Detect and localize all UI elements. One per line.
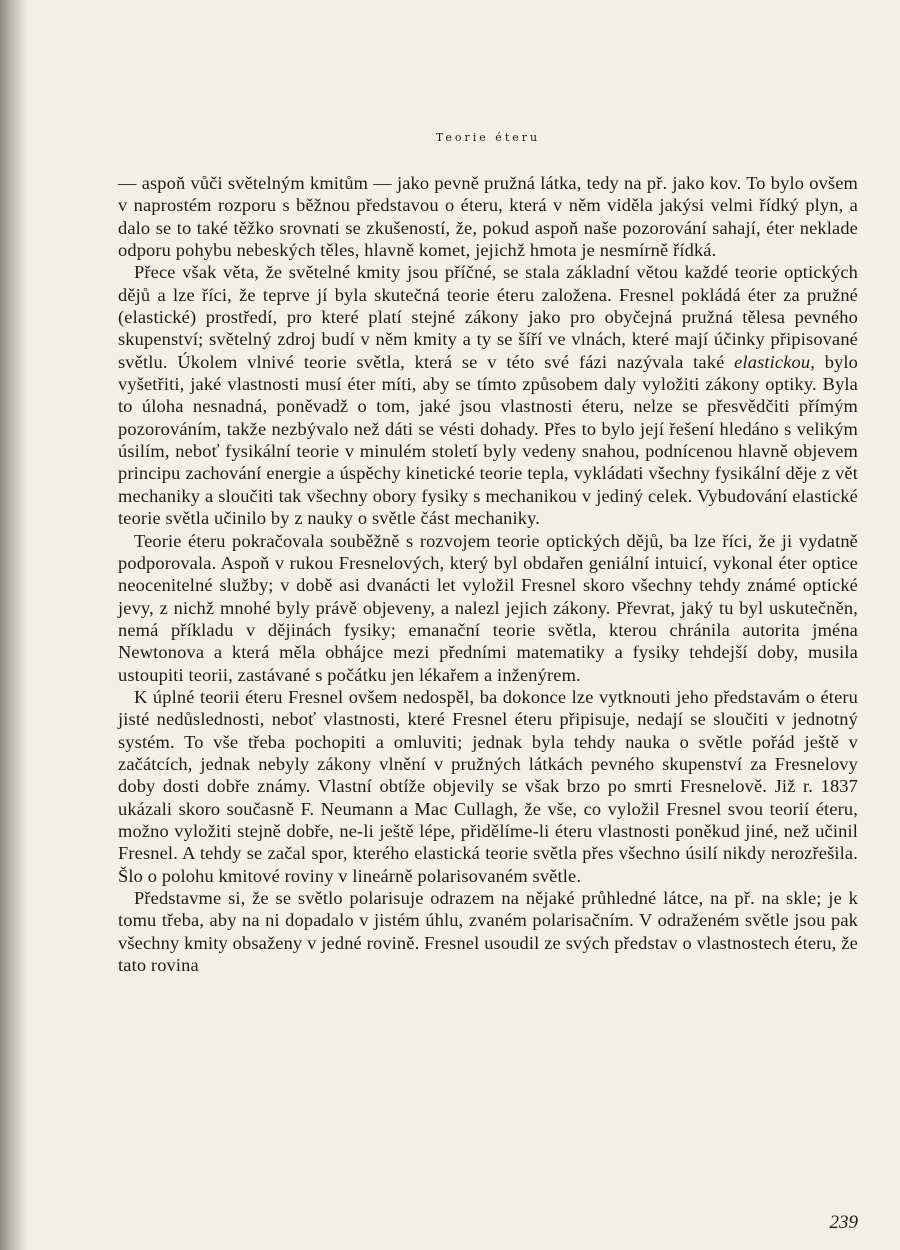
body-text <box>118 172 858 976</box>
paragraph-1: — aspoň vůči světelným kmitům — jako pevně pružná látka, tedy na př. jako kov. To bylo ovšem v naprostém rozporu s běžnou představou o éteru, která v něm viděla jakýsi velmi řídký plyn, a dalo se to také těžko srovnati se zkušeností, že, pokud aspoň naše pozorování sahají, éter neklade odporu pohybu nebeských těles, hlavně komet, jejichž hmota je nesmírně řídká. <box>118 173 858 261</box>
paragraph-5: Představme si, že se světlo polarisuje odrazem na nějaké průhledné látce, na př. na skle; je k tomu třeba, aby na ni dopadalo v jistém úhlu, zvaném polarisačním. V odraženém světle jsou pak všechny kmity obsaženy v jedné rovině. Fresnel usoudil ze svých představ o vlastnostech éteru, že tato rovina <box>118 888 858 976</box>
paragraph-2-emphasis: elastickou, <box>734 351 815 372</box>
paragraph-2-rest: bylo vyšetřiti, jaké vlastnosti musí éter míti, aby se tímto způsobem daly vyložiti zákony optiky. Byla to úloha nesnadná, poněvadž o tom, jaké jsou vlastnosti éteru, nelze se přesvědčiti přímým pozorováním, takže nezbývalo než dáti se vésti dohady. Přes to bylo její řešení hledáno s velikým úsilím, neboť fysikální teorie v minulém století byly vedeny snahou, podnícenou hlavně objevem principu zachování energie a úspěchy kinetické teorie tepla, vykládati všechny fysikální děje z vět mechaniky a sloučiti tak všechny obory fysiky s mechanikou v jediný celek. Vybudování elastické teorie světla učinilo by z nauky o světle část mechaniky. <box>118 351 859 529</box>
running-title: Teorie éteru <box>435 131 541 144</box>
page-number: 239 <box>829 1212 858 1233</box>
paragraph-3: Teorie éteru pokračovala souběžně s rozvojem teorie optických dějů, ba lze říci, že ji vydatně podporovala. Aspoň v rukou Fresnelových, který byl obdařen geniální intuicí, vykonal éter optice neocenitelné služby; v době asi dvanácti let vyložil Fresnel skoro všechny tehdy známé optické jevy, z nichž mnohé byly právě objeveny, a nalezl jejich zákony. Převrat, jaký tu byl uskutečněn, nemá příkladu v dějinách fysiky; emanační teorie světla, kterou chránila autorita jména Newtonova a která měla obhájce mezi předními matematiky a fysiky tehdejší doby, musila ustoupiti teorii, zastávané s počátku jen lékařem a inženýrem. <box>118 530 858 685</box>
paragraph-4: K úplné teorii éteru Fresnel ovšem nedospěl, ba dokonce lze vytknouti jeho představám o éteru jisté nedůslednosti, neboť vlastnosti, které Fresnel éteru připisuje, nedají se sloučiti v jednotný systém. To vše třeba pochopiti a omluviti; jednak byla tehdy nauka o světle pořád ještě v začátcích, jednak nebyly zákony vlnění v pružných látkách pevného skupenství za Fresnelovy doby dosti dobře známy. Vlastní obtíže objevily se však brzo po smrti Fresnelově. Již r. 1837 ukázali skoro současně F. Neumann a Mac Cullagh, že vše, co vyložil Fresnel svou teorií éteru, možno vyložiti stejně dobře, ne-li ještě lépe, přidělíme-li éteru vlastnosti poněkud jiné, než učinil Fresnel. A tehdy se začal spor, kterého elastická teorie světla přes všechno úsilí nikdy nerozřešila. Šlo o polohu kmitové roviny v lineárně polarisovaném světle. <box>118 686 858 886</box>
book-spine-shadow <box>0 0 30 1250</box>
book-page <box>118 0 858 1250</box>
paragraph-2-start: Přece však věta, že světelné kmity jsou příčné, se stala základní větou každé teorie optických dějů a lze říci, že teprve jí byla skutečná teorie éteru založena. Fresnel pokládá éter za pružné (elastické) prostředí, pro které platí stejné zákony jako pro obyčejná pružná tělesa pevného skupenství; světelný zdroj budí v něm kmity a ty se šíří ve vlnách, které mají účinky připisované světlu. Úkolem vlnivé teorie světla, která se v této své fázi nazývala také <box>118 262 858 372</box>
paragraph-2 <box>118 261 858 529</box>
